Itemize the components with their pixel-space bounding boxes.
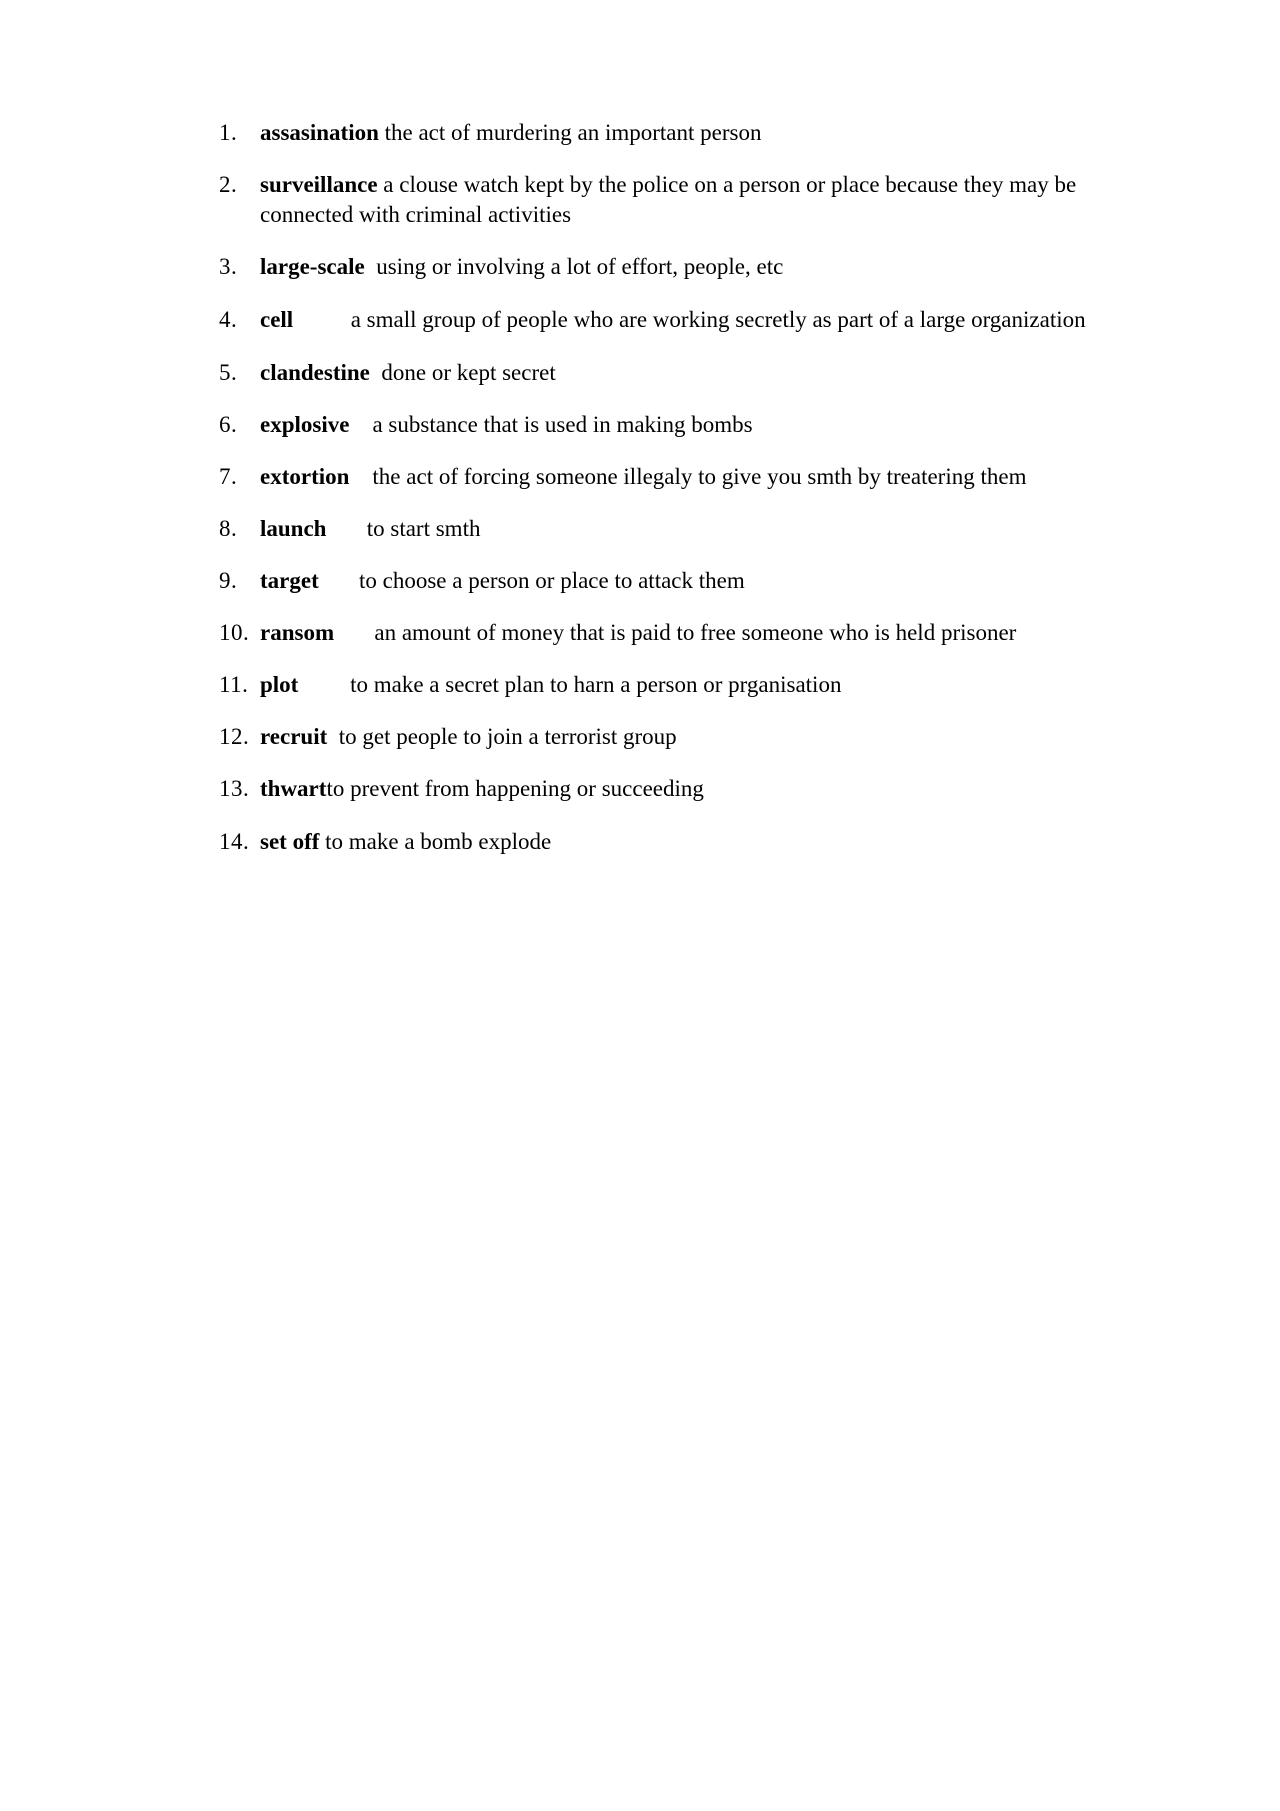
item-term: recruit [260, 724, 328, 749]
item-term: surveillance [260, 172, 378, 197]
list-item [219, 170, 1119, 230]
list-item [219, 618, 1119, 648]
item-number: 11. [219, 672, 249, 697]
item-gap [370, 360, 382, 385]
item-gap [298, 672, 350, 697]
item-term: launch [260, 516, 327, 541]
item-definition: using or involving a lot of effort, people, etc [376, 254, 784, 279]
list-item [219, 774, 1119, 804]
list-item [219, 118, 1119, 148]
item-gap [327, 724, 339, 749]
item-term: extortion [260, 464, 350, 489]
item-term: thwart [260, 776, 327, 801]
item-definition: to choose a person or place to attack them [359, 568, 745, 593]
item-definition: the act of forcing someone illegaly to give you smth by treatering them [372, 464, 1027, 489]
list-item [219, 827, 1119, 857]
item-definition: a clouse watch kept by the police on a person or place because they may be connected with criminal activities [260, 172, 1077, 227]
item-term: ransom [260, 620, 335, 645]
item-definition: to make a secret plan to harn a person or prganisation [350, 672, 842, 697]
item-gap [349, 464, 372, 489]
list-item [219, 722, 1119, 752]
item-definition: the act of murdering an important person [384, 120, 762, 145]
item-term: large-scale [260, 254, 365, 279]
item-definition: to start smth [366, 516, 481, 541]
list-item [219, 670, 1119, 700]
item-gap [334, 620, 374, 645]
list-item [219, 410, 1119, 440]
item-term: assasination [260, 120, 379, 145]
item-definition: to prevent from happening or succeeding [326, 776, 704, 801]
item-definition: to make a bomb explode [325, 829, 552, 854]
item-number: 10. [219, 620, 250, 645]
item-term: target [260, 568, 319, 593]
item-number: 4. [219, 307, 238, 332]
item-number: 8. [219, 516, 238, 541]
item-number: 2. [219, 172, 238, 197]
list-item [219, 252, 1119, 282]
list-item [219, 462, 1119, 492]
list-item [219, 514, 1119, 544]
item-number: 14. [219, 829, 250, 854]
list-item [219, 566, 1119, 596]
item-gap [319, 568, 359, 593]
item-number: 1. [219, 120, 238, 145]
item-term: set off [260, 829, 320, 854]
list-item [219, 305, 1119, 335]
item-gap [349, 412, 372, 437]
item-definition: an amount of money that is paid to free someone who is held prisoner [374, 620, 1017, 645]
item-definition: done or kept secret [381, 360, 556, 385]
item-definition: to get people to join a terrorist group [338, 724, 677, 749]
item-term: explosive [260, 412, 350, 437]
item-gap [365, 254, 377, 279]
item-term: clandestine [260, 360, 370, 385]
item-number: 5. [219, 360, 238, 385]
item-definition: a small group of people who are working secretly as part of a large organization [350, 307, 1086, 332]
item-term: cell [260, 307, 294, 332]
item-number: 9. [219, 568, 238, 593]
item-number: 6. [219, 412, 238, 437]
item-number: 7. [219, 464, 238, 489]
item-number: 13. [219, 776, 250, 801]
vocabulary-list [219, 118, 1119, 879]
item-gap [326, 516, 366, 541]
item-gap [293, 307, 351, 332]
list-item [219, 358, 1119, 388]
item-definition: a substance that is used in making bombs [372, 412, 753, 437]
item-term: plot [260, 672, 299, 697]
item-number: 12. [219, 724, 250, 749]
item-number: 3. [219, 254, 238, 279]
